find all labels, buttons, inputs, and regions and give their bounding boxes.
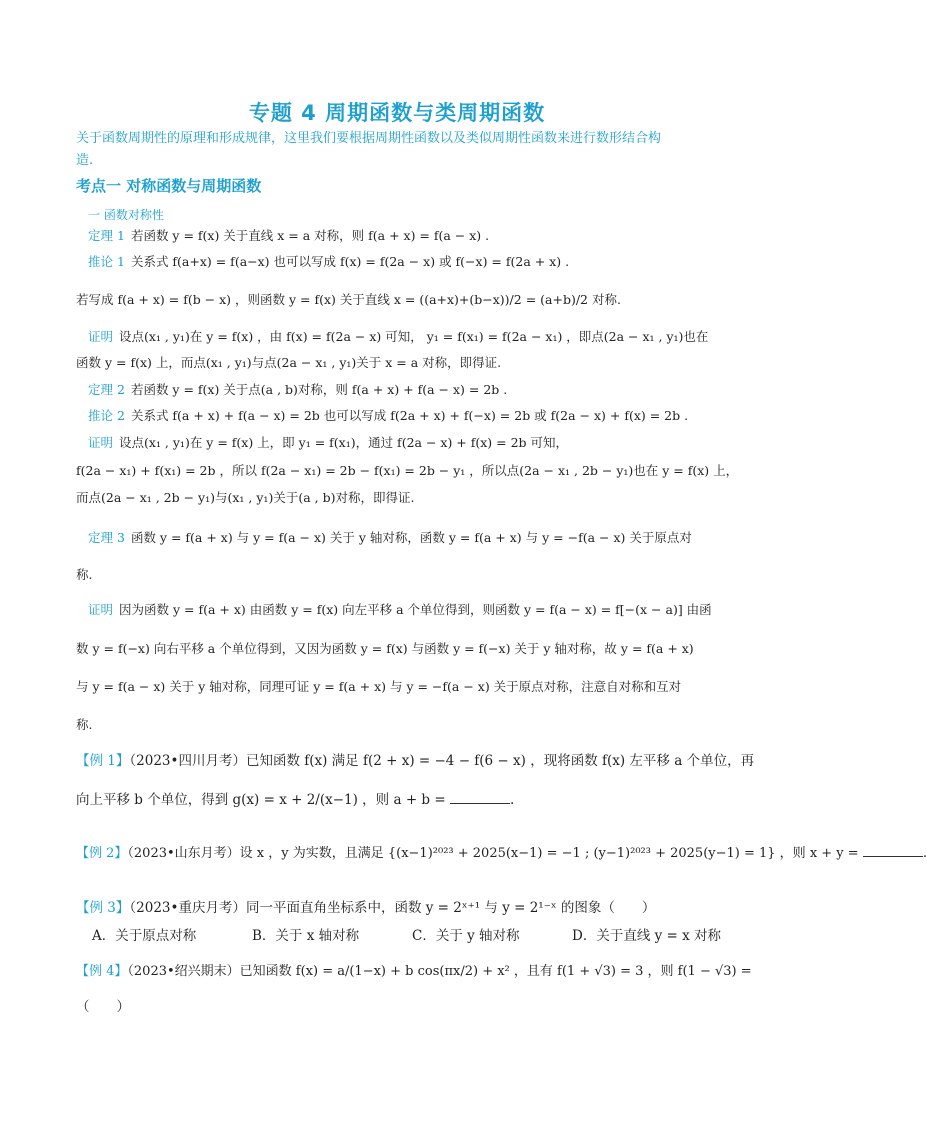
theorem-3: 定理 3 函数 y = f(a + x) 与 y = f(a − x) 关于 y 轴对称，函数 y = f(a + x) 与 y = −f(a − x) 关于原点对 [88, 530, 692, 545]
example-4: 【例 4】（2023•绍兴期末）已知函数 f(x) = a/(1−x) + b cos(πx/2) + x² ，且有 f(1 + √3) = 3 ，则 f(1 − √3) = [76, 964, 752, 979]
choice-d[interactable]: D．关于直线 y = x 对称 [572, 928, 722, 944]
proof-3-line-3: 与 y = f(a − x) 关于 y 轴对称，同理可证 y = f(a + x) 与 y = −f(a − x) 关于原点对称，注意自对称和互对 [76, 679, 682, 694]
proof-1: 证明 设点(x₁ , y₁)在 y = f(x) ，由 f(x) = f(2a − x) 可知， y₁ = f(x₁) = f(2a − x₁) ，即点(2a − x₁ , y₁)也在 [88, 329, 709, 344]
choice-b[interactable]: B．关于 x 轴对称 [252, 928, 360, 944]
corollary-2: 推论 2 关系式 f(a + x) + f(a − x) = 2b 也可以写成 f(2a + x) + f(−x) = 2b 或 f(2a − x) + f(x) = 2b . [88, 408, 689, 423]
proof-2-line-3: 而点(2a − x₁ , 2b − y₁)与(x₁ , y₁)关于(a , b)对称，即得证. [76, 490, 415, 505]
answer-blank[interactable] [863, 844, 923, 857]
proof-3-line-4: 称. [76, 717, 93, 732]
subsection-heading: 一 函数对称性 [88, 208, 164, 222]
proof-1-continued: 函数 y = f(x) 上，而点(x₁ , y₁)与点(2a − x₁ , y₁)关于 x = a 对称，即得证. [76, 355, 502, 370]
intro-paragraph: 关于函数周期性的原理和形成规律，这里我们要根据周期性函数以及类似周期性函数来进行数形结合构 造. [76, 131, 662, 168]
example-3: 【例 3】（2023•重庆月考）同一平面直角坐标系中，函数 y = 2ˣ⁺¹ 与 y = 2¹⁻ˣ 的图象（ ） [76, 900, 656, 916]
choice-a[interactable]: A．关于原点对称 [92, 928, 197, 944]
corollary-1-continued: 若写成 f(a + x) = f(b − x) ，则函数 y = f(x) 关于直线 x = ((a+x)+(b−x))/2 = (a+b)/2 对称. [76, 292, 621, 307]
section-heading: 考点一 对称函数与周期函数 [76, 177, 262, 195]
theorem-2: 定理 2 若函数 y = f(x) 关于点(a , b)对称，则 f(a + x) + f(a − x) = 2b . [88, 382, 508, 397]
theorem-3-continued: 称. [76, 567, 93, 582]
example-2: 【例 2】（2023•山东月考）设 x ，y 为实数，且满足 {(x−1)²⁰²³ + 2025(x−1) = −1 ; (y−1)²⁰²³ + 2025(y−1) = 1} ，则 x + y = . [76, 846, 927, 861]
choice-c[interactable]: C．关于 y 轴对称 [412, 928, 520, 944]
corollary-1: 推论 1 关系式 f(a+x) = f(a−x) 也可以写成 f(x) = f(2a − x) 或 f(−x) = f(2a + x) . [88, 254, 570, 269]
proof-3-line-2: 数 y = f(−x) 向右平移 a 个单位得到，又因为函数 y = f(x) 与函数 y = f(−x) 关于 y 轴对称，故 y = f(a + x) [76, 641, 694, 656]
proof-2: 证明 设点(x₁ , y₁)在 y = f(x) 上，即 y₁ = f(x₁)，通过 f(2a − x) + f(x) = 2b 可知， [88, 435, 569, 450]
proof-3: 证明 因为函数 y = f(a + x) 由函数 y = f(x) 向左平移 a 个单位得到，则函数 y = f(a − x) = f[−(x − a)] 由函 [88, 602, 712, 617]
theorem-1: 定理 1 若函数 y = f(x) 关于直线 x = a 对称，则 f(a + x) = f(a − x) . [88, 228, 490, 243]
example-1: 【例 1】（2023•四川月考）已知函数 f(x) 满足 f(2 + x) = −4 − f(6 − x) ，现将函数 f(x) 左平移 a 个单位，再 [76, 753, 755, 769]
example-1-continued: 向上平移 b 个单位，得到 g(x) = x + 2/(x−1) ，则 a + b = . [76, 792, 515, 808]
example-3-choices [92, 926, 742, 946]
page-title: 专题 4 周期函数与类周期函数 [248, 101, 546, 125]
example-4-continued: （ ） [76, 999, 130, 1015]
answer-blank[interactable] [450, 791, 510, 804]
proof-2-line-2: f(2a − x₁) + f(x₁) = 2b ，所以 f(2a − x₁) = 2b − f(x₁) = 2b − y₁ ，所以点(2a − x₁ , 2b − y₁)也在 y = f(x) 上， [76, 463, 739, 478]
